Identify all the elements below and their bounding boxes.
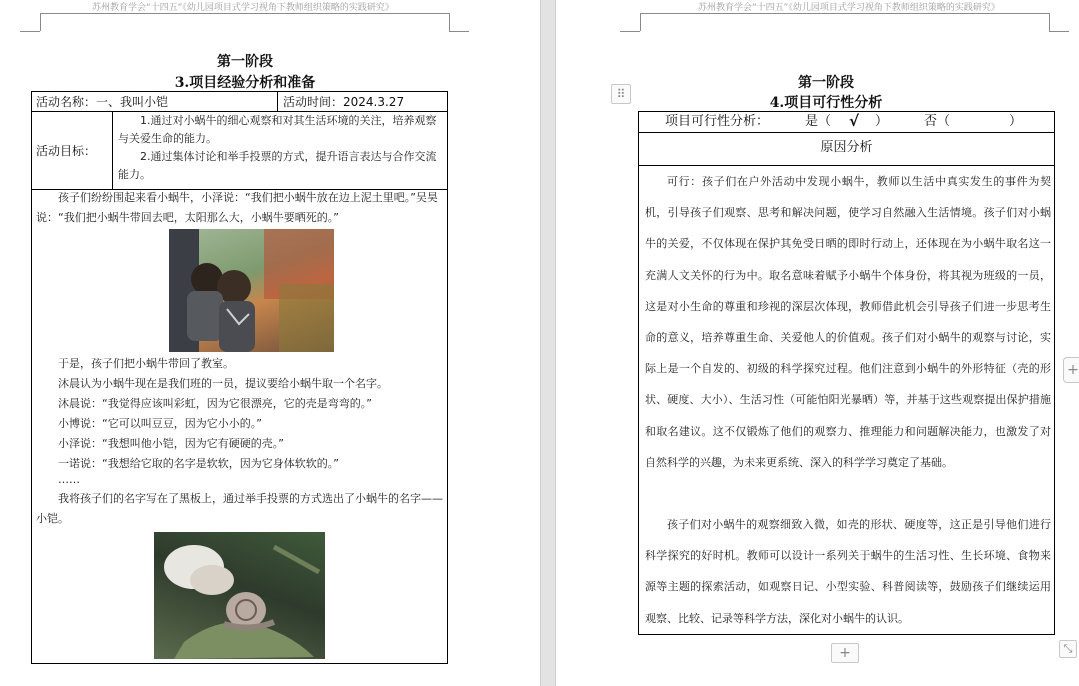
add-column-button[interactable]: + xyxy=(1063,357,1079,383)
reason-header: 原因分析 xyxy=(820,140,873,155)
goal-list xyxy=(118,112,444,184)
story-line: 沐晨认为小蜗牛现在是我们班的一员，提议要给小蜗牛取一个名字。 xyxy=(58,377,388,390)
photo-children-snail xyxy=(169,229,334,352)
reason-paragraph: 孩子们对小蜗牛的观察细致入微，如壳的形状、硬度等，这正是引导他们进行科学探究的好时机。教师可以设计一系列关于蜗牛的生活习性、生长环境、食物来源等主题的探索活动，如观察日记、小型实验、科普阅读等，鼓励孩子们继续运用观察、比较、记录等科学方法，深化对小蜗牛的认识。 xyxy=(645,518,1051,625)
crop-mark xyxy=(620,31,640,32)
section-title: 3.项目经验分析和准备 xyxy=(174,75,316,91)
photo-snail-art xyxy=(154,532,325,659)
crop-mark xyxy=(640,13,641,31)
header-rule xyxy=(40,13,450,14)
story-line: 一诺说：“我想给它取的名字是软软，因为它身体软软的。” xyxy=(58,457,339,470)
story-line: 小泽说：“我想叫他小铠，因为它有硬硬的壳。” xyxy=(58,437,284,450)
story-ellipsis: …… xyxy=(58,473,80,486)
goal-item: 2.通过集体讨论和举手投票的方式，提升语言表达与合作交流能力。 xyxy=(118,150,437,181)
stage-title: 第一阶段 xyxy=(217,54,273,70)
table-divider xyxy=(112,111,113,189)
crop-mark xyxy=(40,13,41,31)
activity-time: 活动时间：2024.3.27 xyxy=(283,95,405,109)
story-lines xyxy=(36,354,446,486)
yes-close: ） xyxy=(875,114,889,129)
goal-label: 活动目标： xyxy=(36,144,97,158)
feasibility-table xyxy=(638,111,1055,635)
activity-name: 活动名称：一、我叫小铠 xyxy=(36,95,169,109)
crop-mark xyxy=(1049,31,1069,32)
no-close: ） xyxy=(1009,114,1023,129)
story-line: 沐晨说：“我觉得应该叫彩虹，因为它很漂亮，它的壳是弯弯的。” xyxy=(58,397,372,410)
yes-label: 是（ xyxy=(805,114,832,129)
section-title: 4.项目可行性分析 xyxy=(769,95,883,111)
photo-snail xyxy=(154,532,325,659)
document-page-right xyxy=(556,0,1079,686)
reason-paragraph: 可行：孩子们在户外活动中发现小蜗牛，教师以生活中真实发生的事件为契机，引导孩子们观察、思考和解决问题，使学习自然融入生活情境。孩子们对小蜗牛的关爱，不仅体现在保护其免受日晒的即时行动上，还体现在为小蜗牛取名这一充满人文关怀的行为中。取名意味着赋予小蜗牛个体身份，将其视为班级的一员，这是对小生命的尊重和珍视的深层次体现，教师借此机会引导孩子们进一步思考生命的意义，培养尊重生命、关爱他人的价值观。孩子们对小蜗牛的观察与讨论，实际上是一个自发的、初级的科学探究过程。他们注意到小蜗牛的外形特征（壳的形状、硬度、大小）、生活习性（可能怕阳光暴晒）等，并基于这些观察提出保护措施和取名建议。这不仅锻炼了他们的观察力、推理能力和问题解决能力，也激发了对自然科学的兴趣，为未来更系统、深入的科学学习奠定了基础。 xyxy=(645,175,1051,469)
activity-table xyxy=(31,91,448,664)
story-paragraph: 孩子们纷纷围起来看小蜗牛，小泽说：“我们把小蜗牛放在边上泥土里吧。”吴昊说：“我们把小蜗牛带回去吧，太阳那么大，小蜗牛要晒死的。” xyxy=(36,191,438,224)
header-rule xyxy=(640,13,1050,14)
crop-mark xyxy=(20,31,40,32)
resize-corner-icon[interactable]: ⤡ xyxy=(1059,640,1077,658)
running-header: 苏州教育学会“十四五”《幼儿园项目式学习视角下教师组织策略的实践研究》 xyxy=(92,3,394,13)
stage-title: 第一阶段 xyxy=(798,75,854,91)
yes-checkmark: √ xyxy=(849,112,860,130)
table-divider xyxy=(639,132,1054,133)
crop-mark xyxy=(1049,13,1050,31)
block-handle-icon[interactable]: ⠿ xyxy=(611,84,631,104)
table-divider xyxy=(277,92,278,111)
story-paragraph: 我将孩子们的名字写在了黑板上，通过举手投票的方式选出了小蜗牛的名字——小铠。 xyxy=(36,492,443,525)
no-label: 否（ xyxy=(924,114,951,129)
add-block-button[interactable]: + xyxy=(831,643,859,663)
page-gutter xyxy=(540,0,556,686)
story-line: 于是，孩子们把小蜗牛带回了教室。 xyxy=(58,357,234,370)
running-header: 苏州教育学会“十四五”《幼儿园项目式学习视角下教师组织策略的实践研究》 xyxy=(698,3,1000,13)
photo-children-snail-art xyxy=(169,229,334,352)
goal-item: 1.通过对小蜗牛的细心观察和对其生活环境的关注，培养观察与关爱生命的能力。 xyxy=(118,114,437,145)
feasibility-label: 项目可行性分析： xyxy=(665,114,770,129)
crop-mark xyxy=(449,31,469,32)
story-line: 小博说：“它可以叫豆豆，因为它小小的。” xyxy=(58,417,262,430)
crop-mark xyxy=(449,13,450,31)
